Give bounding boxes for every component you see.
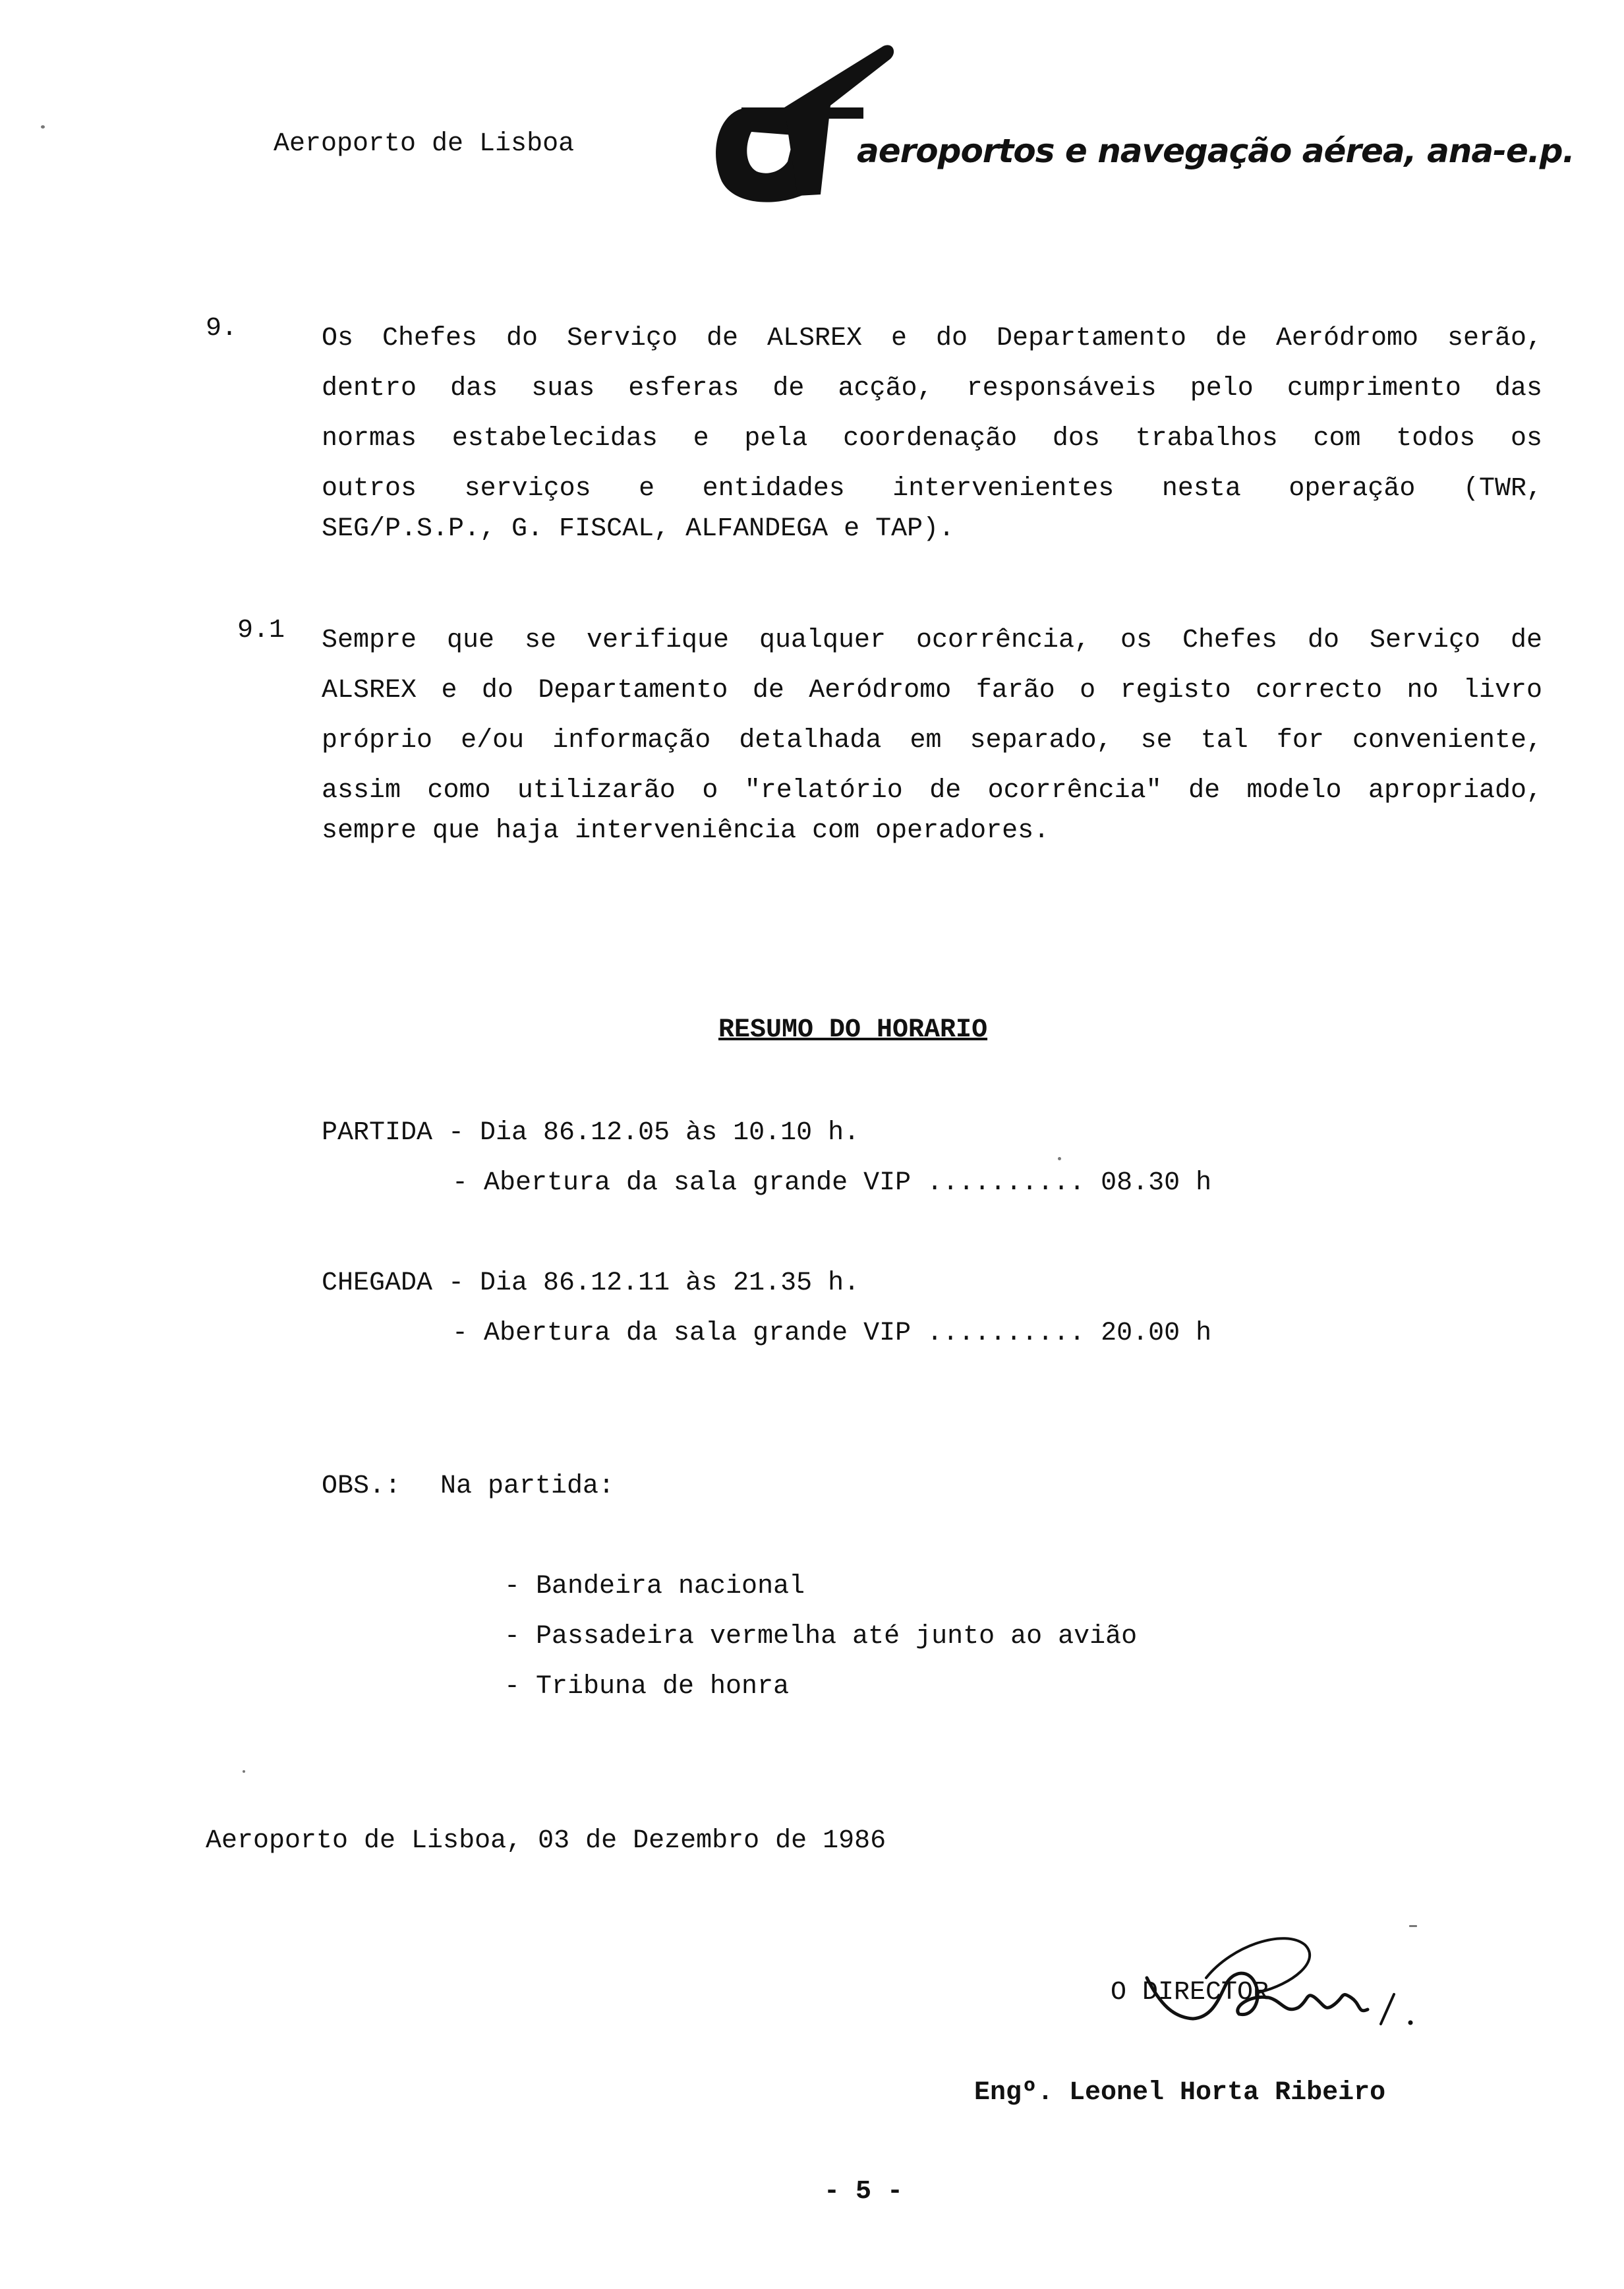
signature-icon <box>1134 1932 1437 2083</box>
departure-vip-line: - Abertura da sala grande VIP .......... 08.30 h <box>452 1168 1212 1198</box>
departure-line: PARTIDA - Dia 86.12.05 às 10.10 h. <box>322 1118 860 1148</box>
obs-item: - Bandeira nacional <box>504 1572 805 1601</box>
section91-line: assim como utilizarão o "relatório de ocorrência" de modelo apropriado, <box>322 776 1542 806</box>
scan-speck <box>1058 1157 1061 1160</box>
obs-item: - Tribuna de honra <box>504 1672 790 1702</box>
schedule-title: RESUMO DO HORARIO <box>718 1015 988 1045</box>
arrival-vip-line: - Abertura da sala grande VIP .......... 20.00 h <box>452 1319 1212 1348</box>
section91-line: próprio e/ou informação detalhada em separado, se tal for conveniente, <box>322 726 1542 756</box>
section91-line: ALSREX e do Departamento de Aeródromo farão o registo correcto no livro <box>322 676 1542 705</box>
section9-paragraph <box>322 314 1542 514</box>
org-name: aeroportos e navegação aérea, ana-e.p. <box>857 132 1575 170</box>
obs-item: - Passadeira vermelha até junto ao avião <box>504 1622 1138 1651</box>
section9-line: outros serviços e entidades intervenientes nesta operação (TWR, <box>322 474 1542 504</box>
arrival-line: CHEGADA - Dia 86.12.11 às 21.35 h. <box>322 1268 860 1298</box>
signer-name: Engº. Leonel Horta Ribeiro <box>974 2078 1386 2108</box>
section91-paragraph <box>322 616 1542 816</box>
director-role: O DIRECTOR <box>1111 1978 1269 2007</box>
section9-line: normas estabelecidas e pela coordenação dos trabalhos com todos os <box>322 424 1542 454</box>
header-location: Aeroporto de Lisboa <box>274 129 575 159</box>
section91-line: Sempre que se verifique qualquer ocorrência, os Chefes do Serviço de <box>322 626 1542 655</box>
page-number: - 5 - <box>824 2177 904 2207</box>
scan-speck <box>41 125 45 129</box>
scan-speck <box>243 1770 245 1773</box>
obs-label: OBS.: <box>322 1472 401 1501</box>
section9-last-line: SEG/P.S.P., G. FISCAL, ALFANDEGA e TAP). <box>322 514 955 544</box>
ana-logo-icon <box>705 30 896 208</box>
section91-last-line: sempre que haja interveniência com operadores. <box>322 816 1050 846</box>
obs-intro: Na partida: <box>440 1472 615 1501</box>
section9-line: dentro das suas esferas de acção, responsáveis pelo cumprimento das <box>322 374 1542 403</box>
scan-speck <box>1409 1925 1417 1927</box>
section9-line: Os Chefes do Serviço de ALSREX e do Departamento de Aeródromo serão, <box>322 324 1542 353</box>
section9-number: 9. <box>206 314 238 343</box>
place-date: Aeroporto de Lisboa, 03 de Dezembro de 1986 <box>206 1826 886 1856</box>
section91-number: 9.1 <box>237 616 285 645</box>
